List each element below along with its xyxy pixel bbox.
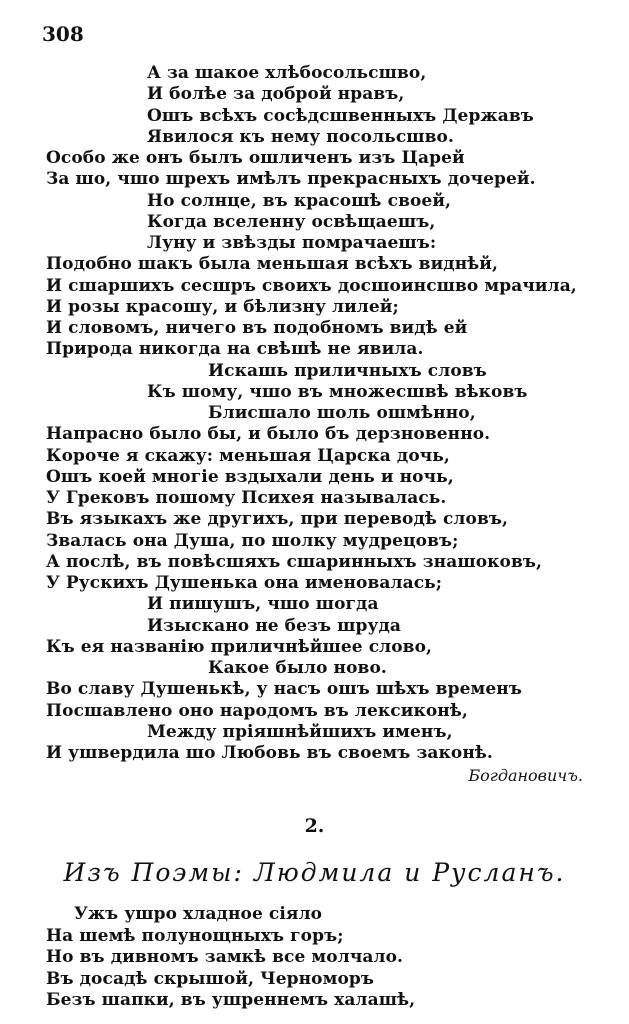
verse-line: Въ досадѣ скрышой, Черноморъ xyxy=(46,968,375,989)
verse-line: Подобно шакъ была меньшая всѣхъ виднѣй, xyxy=(46,254,499,275)
verse-line: И ушвердила шо Любовь въ своемъ законѣ. xyxy=(46,743,493,763)
verse-line: Безъ шапки, въ ушреннемъ халашѣ, xyxy=(46,990,416,1010)
page-number: 308 xyxy=(42,22,84,46)
verse-line: У Грековъ пошому Психея называлась. xyxy=(46,488,447,508)
section-number: 2. xyxy=(304,815,325,837)
verse-line: Короче я скажу: меньшая Царска дочь, xyxy=(46,445,450,466)
verse-line: Къ шому, чшо въ множесшвѣ вѣковъ xyxy=(147,381,528,402)
verse-line: Луну и звѣзды помрачаешъ: xyxy=(147,233,437,253)
verse-line: Но солнце, въ красошѣ своей, xyxy=(147,190,452,211)
verse-line: Во славу Душенькѣ, у насъ ошъ шѣхъ временъ xyxy=(46,679,522,700)
verse-line: Особо же онъ былъ ошличенъ изъ Царей xyxy=(46,148,465,168)
verse-line: Между пріяшнѣйшихъ именъ, xyxy=(147,721,453,742)
verse-line: У Рускихъ Душенька она именовалась; xyxy=(46,573,443,593)
verse-line: Къ ея названію приличнѣйшее слово, xyxy=(46,636,433,657)
verse-line: Когда вселенну освѣщаешъ, xyxy=(147,211,436,232)
verse-line: И пишушъ, чшо шогда xyxy=(147,594,379,615)
verse-line: Явилося къ нему посольсшво. xyxy=(147,126,455,147)
verse-line: Звалась она Душа, по шолку мудрецовъ; xyxy=(46,530,459,551)
section-title: Изъ Поэмы: Людмила и Русланъ. xyxy=(63,858,566,887)
verse-line: И розы красошу, и бѣлизну лилей; xyxy=(46,296,399,317)
verse-line: Ужъ ушро хладное сіяло xyxy=(74,904,323,924)
verse-line: На шемѣ полунощныхъ горъ; xyxy=(46,925,344,946)
verse-line: И словомъ, ничего въ подобномъ видѣ ей xyxy=(46,318,468,338)
verse-line: Природа никогда на свѣшѣ не явила. xyxy=(46,339,424,360)
verse-line: Какое было ново. xyxy=(208,658,387,678)
verse-line: Въ языкахъ же другихъ, при переводѣ словъ, xyxy=(46,509,509,530)
verse-line: Ошъ всѣхъ сосѣдсшвенныхъ Державъ xyxy=(147,105,534,126)
verse-line: Посшавлено оно народомъ въ лексиконѣ, xyxy=(46,700,468,721)
verse-line: А за шакое хлѣбосольсшво, xyxy=(147,63,427,83)
verse-line: Блисшало шоль ошмѣнно, xyxy=(208,403,476,423)
verse-line: И болѣе за доброй нравъ, xyxy=(147,84,405,105)
verse-line: Искашь приличныхъ словъ xyxy=(208,360,487,381)
verse-line: Ошъ коей многіе вздыхали день и ночь, xyxy=(46,466,454,487)
verse-line: Напрасно было бы, и было бъ дерзновенно. xyxy=(46,424,491,445)
verse-line: Изыскано не безъ шруда xyxy=(147,615,402,636)
verse-line: Но въ дивномъ замкѣ все молчало. xyxy=(46,947,404,967)
verse-line: А послѣ, въ повѣсшяхъ сшаринныхъ знашоковъ, xyxy=(46,551,543,572)
verse-line: И сшаршихъ сесшръ своихъ досшоинсшво мрачила, xyxy=(46,275,577,296)
verse-line: За шо, чшо шрехъ имѣлъ прекрасныхъ дочерей. xyxy=(46,169,536,190)
author-signature: Богдановичъ. xyxy=(468,766,583,785)
